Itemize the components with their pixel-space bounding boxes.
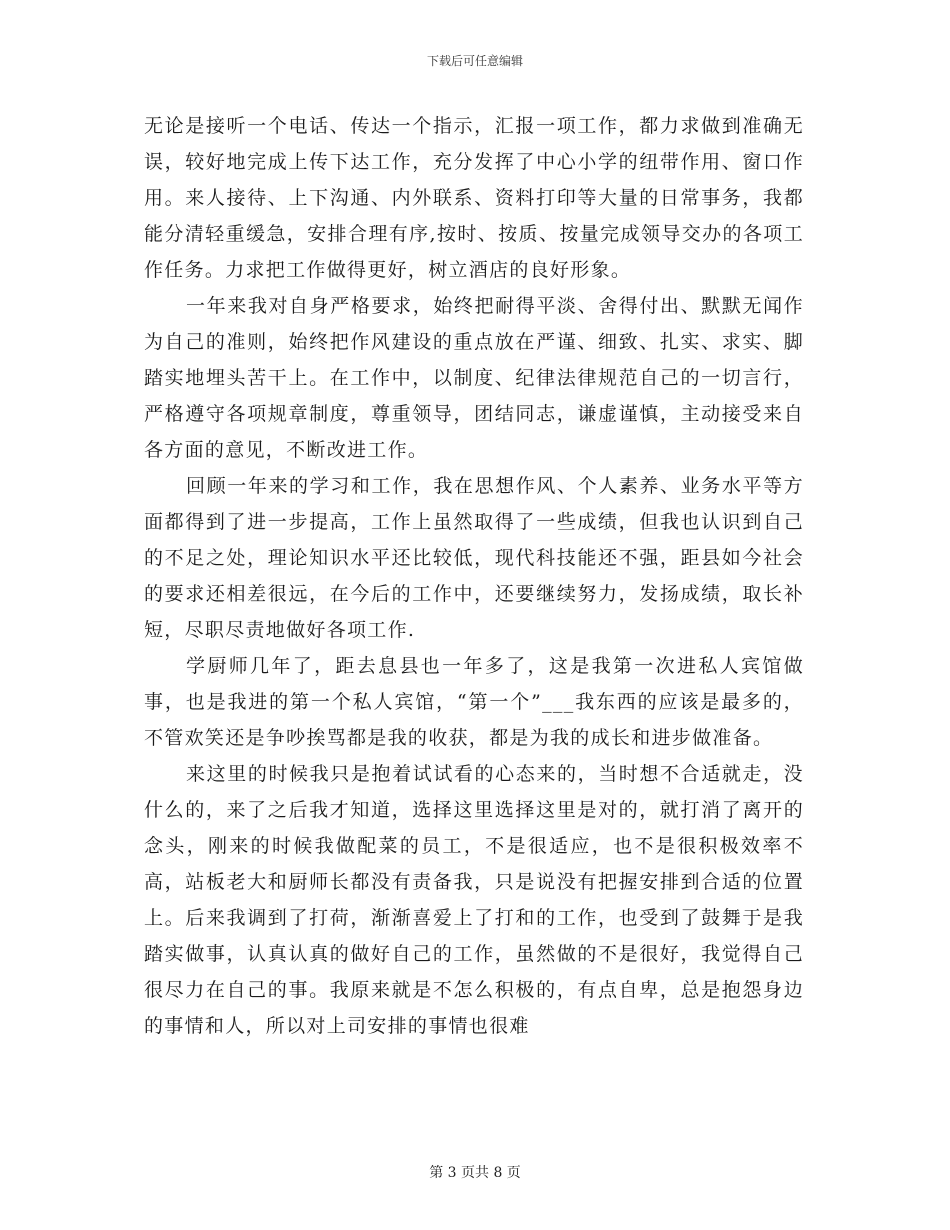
page-number-footer: 第 3 页共 8 页 (429, 1165, 521, 1181)
paragraph-2: 一年来我对自身严格要求，始终把耐得平淡、舍得付出、默默无闻作为自己的准则，始终把作风建设的重点放在严谨、细致、扎实、求实、脚踏实地埋头苦干上。在工作中，以制度、纪律法律规范自己的一切言行，严格遵守各项规章制度，尊重领导，团结同志，谦虚谨慎，主动接受来自各方面的意见，不断改进工作。 (144, 295, 804, 461)
page-header-note: 下载后可任意编辑 (426, 54, 523, 68)
paragraph-3: 回顾一年来的学习和工作，我在思想作风、个人素养、业务水平等方面都得到了进一步提高，工作上虽然取得了一些成绩，但我也认识到自己的不足之处，理论知识水平还比较低，现代科技能还不强，距县如今社会的要求还相差很远，在今后的工作中，还要继续努力，发扬成绩，取长补短，尽职尽责地做好各项工作. (144, 475, 804, 641)
document-body (144, 108, 804, 1044)
paragraph-1: 无论是接听一个电话、传达一个指示，汇报一项工作，都力求做到准确无误，较好地完成上传下达工作，充分发挥了中心小学的纽带作用、窗口作用。来人接待、上下沟通、内外联系、资料打印等大量的日常事务，我都能分清轻重缓急，安排合理有序,按时、按质、按量完成领导交办的各项工作任务。力求把工作做得更好，树立酒店的良好形象。 (144, 115, 804, 281)
paragraph-4: 学厨师几年了，距去息县也一年多了，这是我第一次进私人宾馆做事，也是我进的第一个私人宾馆，“第一个”___我东西的应该是最多的，不管欢笑还是争吵挨骂都是我的收获，都是为我的成长和进步做准备。 (144, 655, 804, 749)
paragraph-5: 来这里的时候我只是抱着试试看的心态来的，当时想不合适就走，没什么的，来了之后我才知道，选择这里选择这里是对的，就打消了离开的念头，刚来的时候我做配菜的员工，不是很适应，也不是很积极效率不高，站板老大和厨师长都没有责备我，只是说没有把握安排到合适的位置上。后来我调到了打荷，渐渐喜爱上了打和的工作，也受到了鼓舞于是我踏实做事，认真认真的做好自己的工作，虽然做的不是很好，我觉得自己很尽力在自己的事。我原来就是不怎么积极的，有点自卑，总是抱怨身边的事情和人，所以对上司安排的事情也很难 (144, 763, 804, 1037)
